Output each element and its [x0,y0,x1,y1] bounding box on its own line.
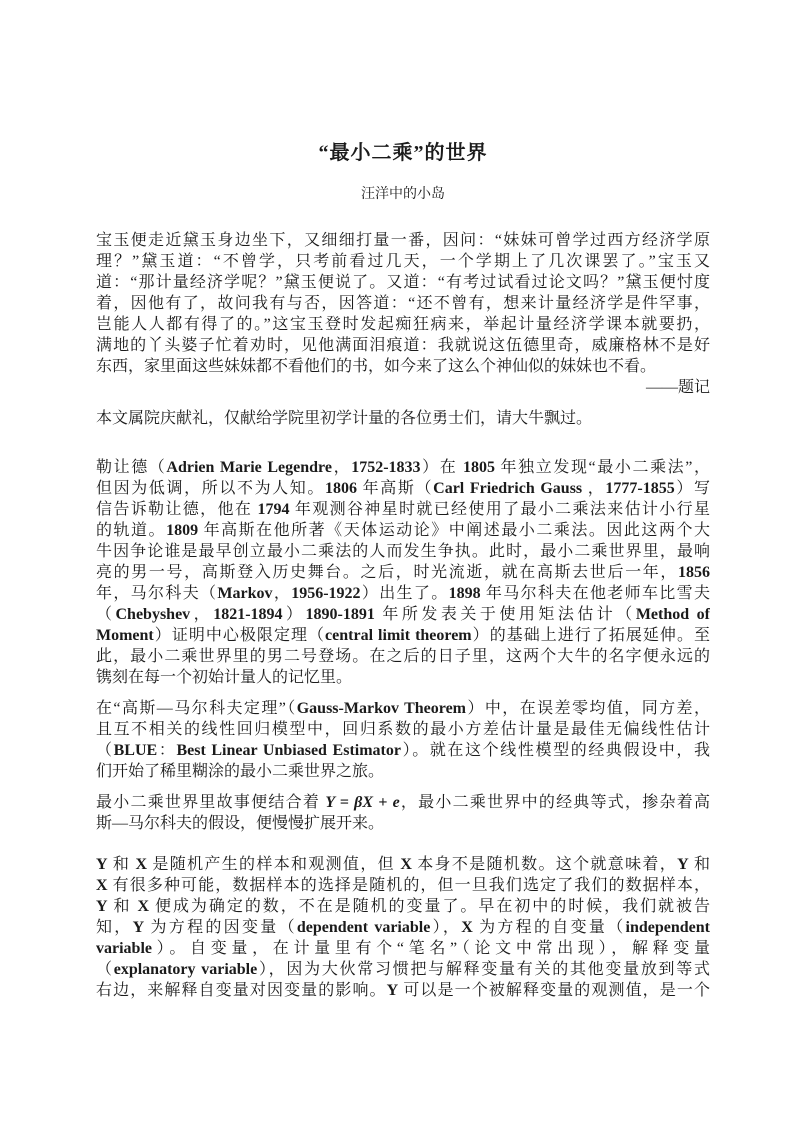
text-line: 东西，家里面这些妹妹都不看他们的书，如今来了这么个神仙似的妹妹也不看。 [96,358,657,375]
text-line: 勒让德（Adrien Marie Legendre，1752-1833）在 1805 年独立发现“最小二乘法”， [96,459,710,476]
text-line: 此，最小二乘世界里的男二号登场。在之后的日子里，这两个大牛的名字便永远的 [96,648,710,665]
text-line: ——题记 [645,379,710,396]
latin-run: BLUE [113,742,158,759]
latin-run: X [461,919,473,936]
latin-run: X [137,898,150,915]
latin-run: 1890-1891 [305,606,375,623]
text-line: Y 和 X 是随机产生的样本和观测值，但 X 本身不是随机数。这个就意味着，Y 和 [96,856,710,873]
latin-run: explanatory variable [113,961,258,978]
latin-run: 1805 [462,459,495,476]
latin-run: dependent variable [296,919,431,936]
text-line: 满地的丫头婆子忙着劝时，见他满面泪痕道：我就说这伍德里奇，威廉格林不是好 [96,337,710,354]
paragraph-equation-intro [96,792,710,834]
latin-run: 1821-1894 [213,606,283,623]
latin-run: variable [96,940,152,957]
latin-run: 1809 [166,522,199,539]
text-line: 镌刻在每一个初始计量人的记忆里。 [96,669,353,686]
latin-run: 1806 [325,480,358,497]
paragraph-epigraph-signature [96,377,710,398]
text-line: 的轨道。1809 年高斯在他所著《天体运动论》中阐述最小二乘法。因此这两个大 [96,522,710,539]
paragraph-history [96,457,710,688]
latin-run: Y [96,856,108,873]
latin-run: X [400,856,412,873]
text-line: 年，马尔科夫（Markov，1956-1922）出生了。1898 年马尔科夫在他老师车比雪夫 [96,585,710,602]
paragraph-variables [96,854,710,1001]
text-line: 信告诉勒让德，他在 1794 年观测谷神星时就已经使用了最小二乘法来估计小行星 [96,501,710,518]
text-line: 们开始了稀里糊涂的最小二乘世界之旅。 [96,763,385,780]
latin-run: Moment [96,627,154,644]
latin-run: 1898 [448,585,481,602]
latin-run: 1794 [257,501,290,518]
text-line: 但因为低调，所以不为人知。1806 年高斯（Carl Friedrich Gauss ，1777-1855）写 [96,480,710,497]
text-line: 右边，来解释自变量对因变量的影响。Y 可以是一个被解释变量的观测值，是一个 [96,982,710,999]
text-line: variable）。自变量，在计量里有个“笔名”（论文中常出现），解释变量 [96,940,710,957]
text-line: （explanatory variable），因为大伙常习惯把与解释变量有关的其他变量放到等式 [96,961,710,978]
document-title: “最小二乘”的世界 [318,142,488,164]
text-line: Moment）证明中心极限定理（central limit theorem）的基础上进行了拓展延伸。至 [96,627,710,644]
latin-run: X [135,856,148,873]
text-line: 且互不相关的线性回归模型中，回归系数的最小方差估计量是最佳无偏线性估计 [96,721,710,738]
text-line: Y 和 X 便成为确定的数，不在是随机的变量了。早在初中的时候，我们就被告 [96,898,710,915]
text-line: （Chebyshev，1821-1894）1890-1891 年所发表关于使用矩法估计（Method of [96,606,710,623]
text-line: 宝玉便走近黛玉身边坐下，又细细打量一番，因问：“妹妹可曾学过西方经济学原 [96,232,710,249]
text-line: 岂能人人都有得了的。”这宝玉登时发起痴狂病来，举起计量经济学课本就要扔， [96,316,710,333]
latin-run: independent [625,919,710,936]
text-line: 斯—马尔科夫的假设，便慢慢扩展开来。 [96,815,385,832]
latin-run: X [96,877,108,894]
latin-run: Y [132,919,145,936]
latin-run: Method of [635,606,710,623]
latin-run: Y [96,898,108,915]
latin-run: Y [386,982,399,999]
latin-run: Best Linear Unbiased Estimator [176,742,401,759]
latin-run: Gauss-Markov Theorem [296,700,467,717]
latin-run: Carl Friedrich Gauss [433,480,583,497]
text-line: X 有很多种可能，数据样本的选择是随机的，但一旦我们选定了我们的数据样本， [96,877,710,894]
latin-run: 1752-1833 [351,459,421,476]
text-line: 最小二乘世界里故事便结合着 Y = βX + e，最小二乘世界中的经典等式，掺杂着高 [96,794,710,811]
author-byline: 汪洋中的小岛 [361,187,445,202]
text-line: 亮的男一号，高斯登入历史舞台。之后，时光流逝，就在高斯去世后一年，1856 [96,564,710,581]
paragraph-epigraph [96,230,710,377]
text-line: 在“高斯—马尔科夫定理”（Gauss-Markov Theorem）中，在误差零均值，同方差， [96,700,710,717]
latin-run: 1777-1855 [605,480,675,497]
latin-run: central limit theorem [325,627,472,644]
text-line: 本文属院庆献礼，仅献给学院里初学计量的各位勇士们，请大牛飘过。 [96,410,593,427]
latin-run: Y [677,856,689,873]
text-line: （BLUE：Best Linear Unbiased Estimator）。就在这个线性模型的经典假设中，我 [96,742,710,759]
text-line: 理？”黛玉道：“不曾学，只考前看过几天，一个学期上了几次课罢了。”宝玉又 [96,253,710,270]
latin-run: 1956-1922 [291,585,361,602]
document-body [96,230,710,1001]
text-line: 着，因他有了，故问我有与否，因答道：“还不曾有，想来计量经济学是件罕事， [96,295,710,312]
text-line: 牛因争论谁是最早创立最小二乘法的人而发生争执。此时，最小二乘世界里，最响 [96,543,710,560]
paragraph-dedication [96,408,710,429]
inline-formula: Y = βX + e [325,794,400,811]
text-line: 知，Y 为方程的因变量（dependent variable），X 为方程的自变量（independent [96,919,710,936]
latin-run: 1856 [678,564,710,581]
latin-run: Markov [217,585,273,602]
text-line: 道：“那计量经济学呢？”黛玉便说了。又道：“有考过试看过论文吗？”黛玉便忖度 [96,274,710,291]
paragraph-gauss-markov [96,698,710,782]
latin-run: Chebyshev [115,606,191,623]
latin-run: Adrien Marie Legendre [166,459,332,476]
